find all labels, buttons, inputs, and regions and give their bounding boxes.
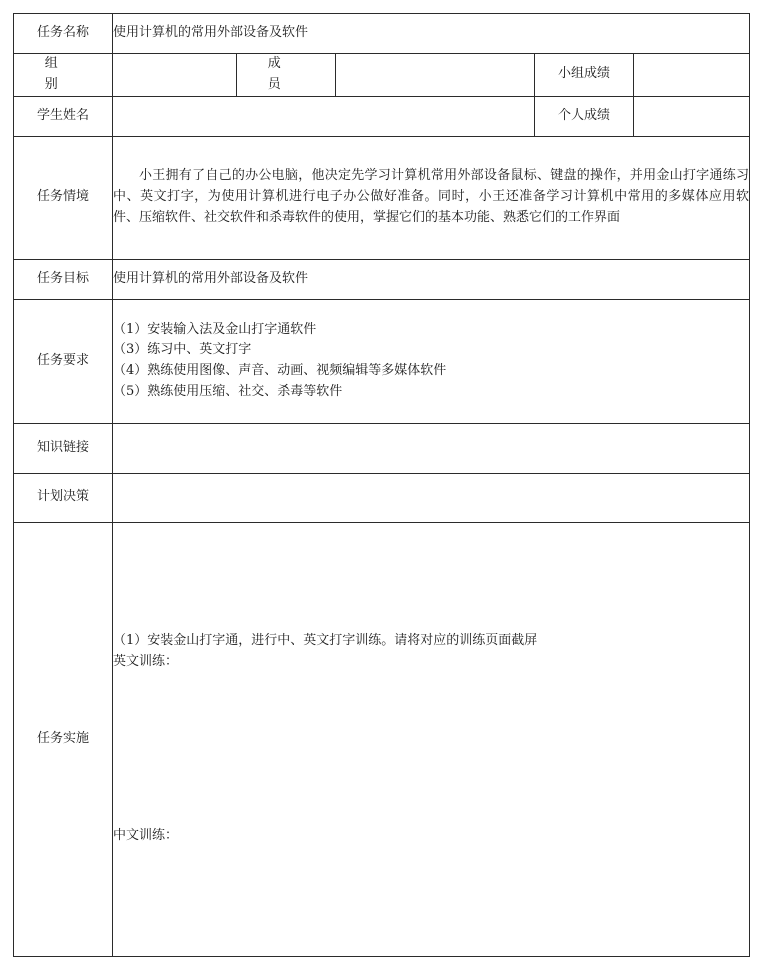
english-screenshot-area[interactable] bbox=[113, 672, 749, 826]
chinese-training-label: 中文训练： bbox=[113, 828, 179, 844]
row-requirements bbox=[14, 299, 750, 423]
implementation-area[interactable] bbox=[113, 522, 750, 956]
row-student bbox=[14, 96, 750, 136]
personal-score-field[interactable] bbox=[634, 96, 750, 136]
knowledge-link-label: 知识链接 bbox=[14, 423, 113, 473]
task-sheet bbox=[13, 13, 750, 957]
personal-score-label: 个人成绩 bbox=[535, 96, 634, 136]
requirements-label: 任务要求 bbox=[14, 299, 113, 423]
student-name-field[interactable] bbox=[113, 96, 535, 136]
row-objective bbox=[14, 259, 750, 299]
plan-field[interactable] bbox=[113, 473, 750, 522]
english-training-label: 英文训练： bbox=[113, 653, 179, 669]
objective-label: 任务目标 bbox=[14, 259, 113, 299]
members-label: 成 员 bbox=[237, 54, 336, 97]
plan-label: 计划决策 bbox=[14, 473, 113, 522]
group-score-field[interactable] bbox=[634, 54, 750, 97]
student-name-label: 学生姓名 bbox=[14, 96, 113, 136]
requirement-item: （5）熟练使用压缩、社交、杀毒等软件 bbox=[113, 383, 343, 399]
requirement-item: （4）熟练使用图像、声音、动画、视频编辑等多媒体软件 bbox=[113, 363, 447, 379]
task-name-value: 使用计算机的常用外部设备及软件 bbox=[113, 14, 750, 54]
scenario-text: 小王拥有了自己的办公电脑，他决定先学习计算机常用外部设备鼠标、键盘的操作，并用金山打字通练习中、英文打字，为使用计算机进行电子办公做好准备。同时，小王还准备学习计算机中常用的多媒体应用软件、压缩软件、社交软件和杀毒软件的使用，掌握它们的基本功能、熟悉它们的工作界面 bbox=[113, 136, 750, 259]
group-score-label: 小组成绩 bbox=[535, 54, 634, 97]
requirement-item: （1）安装输入法及金山打字通软件 bbox=[113, 321, 317, 337]
row-group bbox=[14, 54, 750, 97]
group-label: 组 别 bbox=[14, 54, 113, 97]
row-knowledge-link bbox=[14, 423, 750, 473]
group-field[interactable] bbox=[113, 54, 237, 97]
requirements-list bbox=[113, 299, 750, 423]
objective-value: 使用计算机的常用外部设备及软件 bbox=[113, 259, 750, 299]
implementation-step: （1）安装金山打字通，进行中、英文打字训练。请将对应的训练页面截屏 bbox=[113, 632, 538, 648]
row-plan bbox=[14, 473, 750, 522]
task-form-table bbox=[13, 13, 750, 957]
implementation-label: 任务实施 bbox=[14, 522, 113, 956]
task-name-label: 任务名称 bbox=[14, 14, 113, 54]
row-task-name bbox=[14, 14, 750, 54]
knowledge-link-field[interactable] bbox=[113, 423, 750, 473]
row-implementation bbox=[14, 522, 750, 956]
members-field[interactable] bbox=[336, 54, 535, 97]
scenario-label: 任务情境 bbox=[14, 136, 113, 259]
requirement-item: （3）练习中、英文打字 bbox=[113, 342, 252, 358]
row-scenario bbox=[14, 136, 750, 259]
